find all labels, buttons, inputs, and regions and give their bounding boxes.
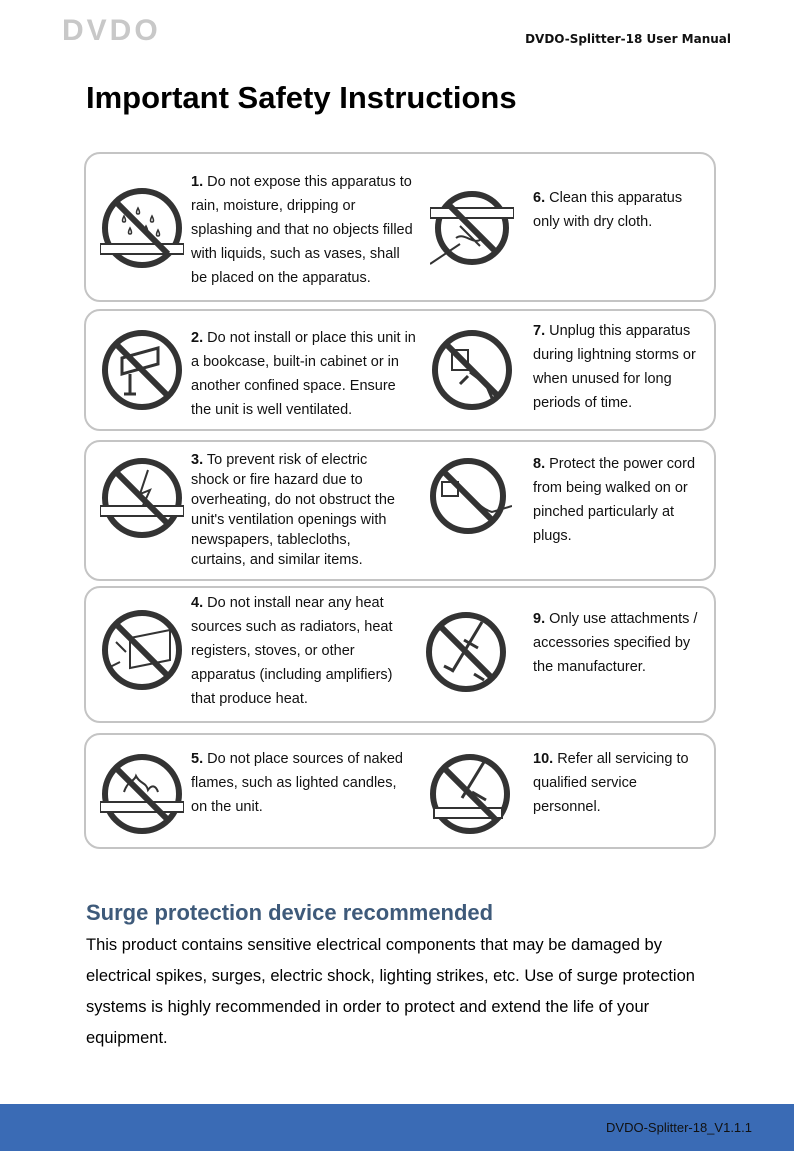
instruction-1: 1. Do not expose this apparatus to rain, moisture, dripping or splashing and that no objects filled with liquids, such as vases, shall be placed on the apparatus. — [191, 174, 413, 286]
dry-cloth-icon — [430, 186, 514, 270]
footer-bar — [0, 1104, 794, 1151]
approved-accessories-icon — [424, 610, 508, 694]
instruction-6: 6. Clean this apparatus only with dry cloth. — [533, 190, 683, 230]
no-heat-icon — [100, 608, 184, 692]
unplug-icon — [430, 328, 514, 412]
page-title: Important Safety Instructions — [86, 80, 517, 115]
instruction-5: 5. Do not place sources of naked flames, such as lighted candles, on the unit. — [191, 751, 403, 815]
no-flame-icon — [100, 752, 184, 836]
instruction-4: 4. Do not install near any heat sources such as radiators, heat registers, stoves, or other apparatus (including amplifiers) that produce heat. — [191, 595, 393, 707]
no-confined-space-icon — [100, 328, 184, 412]
instruction-10: 10. Refer all servicing to qualified service personnel. — [533, 751, 689, 815]
no-self-service-icon — [428, 752, 512, 836]
surge-body: This product contains sensitive electrical components that may be damaged by electrical spikes, surges, electric shock, lighting strikes, etc. Use of surge protection systems is highly recommended in order to protect and extend the life of your equipment. — [86, 936, 695, 1047]
footer-version: DVDO-Splitter-18_V1.1.1 — [606, 1120, 752, 1135]
instruction-7: 7. Unplug this apparatus during lightning storms or when unused for long periods of time. — [533, 323, 696, 411]
instruction-9: 9. Only use attachments / accessories specified by the manufacturer. — [533, 611, 698, 675]
surge-heading: Surge protection device recommended — [86, 900, 494, 925]
dvdo-logo: DVDO — [62, 14, 161, 47]
instruction-2: 2. Do not install or place this unit in a bookcase, built-in cabinet or in another confined space. Ensure the unit is well ventilated. — [191, 330, 416, 418]
manual-title: DVDO-Splitter-18 User Manual — [525, 32, 731, 46]
instruction-3: 3. To prevent risk of electric shock or fire hazard due to overheating, do not obstruct the unit's ventilation openings with newspapers, tablecloths, curtains, and similar items. — [191, 452, 395, 568]
protect-cord-icon — [428, 456, 512, 540]
no-obstruct-vents-icon — [100, 456, 184, 540]
no-water-icon — [100, 186, 184, 270]
instruction-8: 8. Protect the power cord from being walked on or pinched particularly at plugs. — [533, 456, 696, 544]
